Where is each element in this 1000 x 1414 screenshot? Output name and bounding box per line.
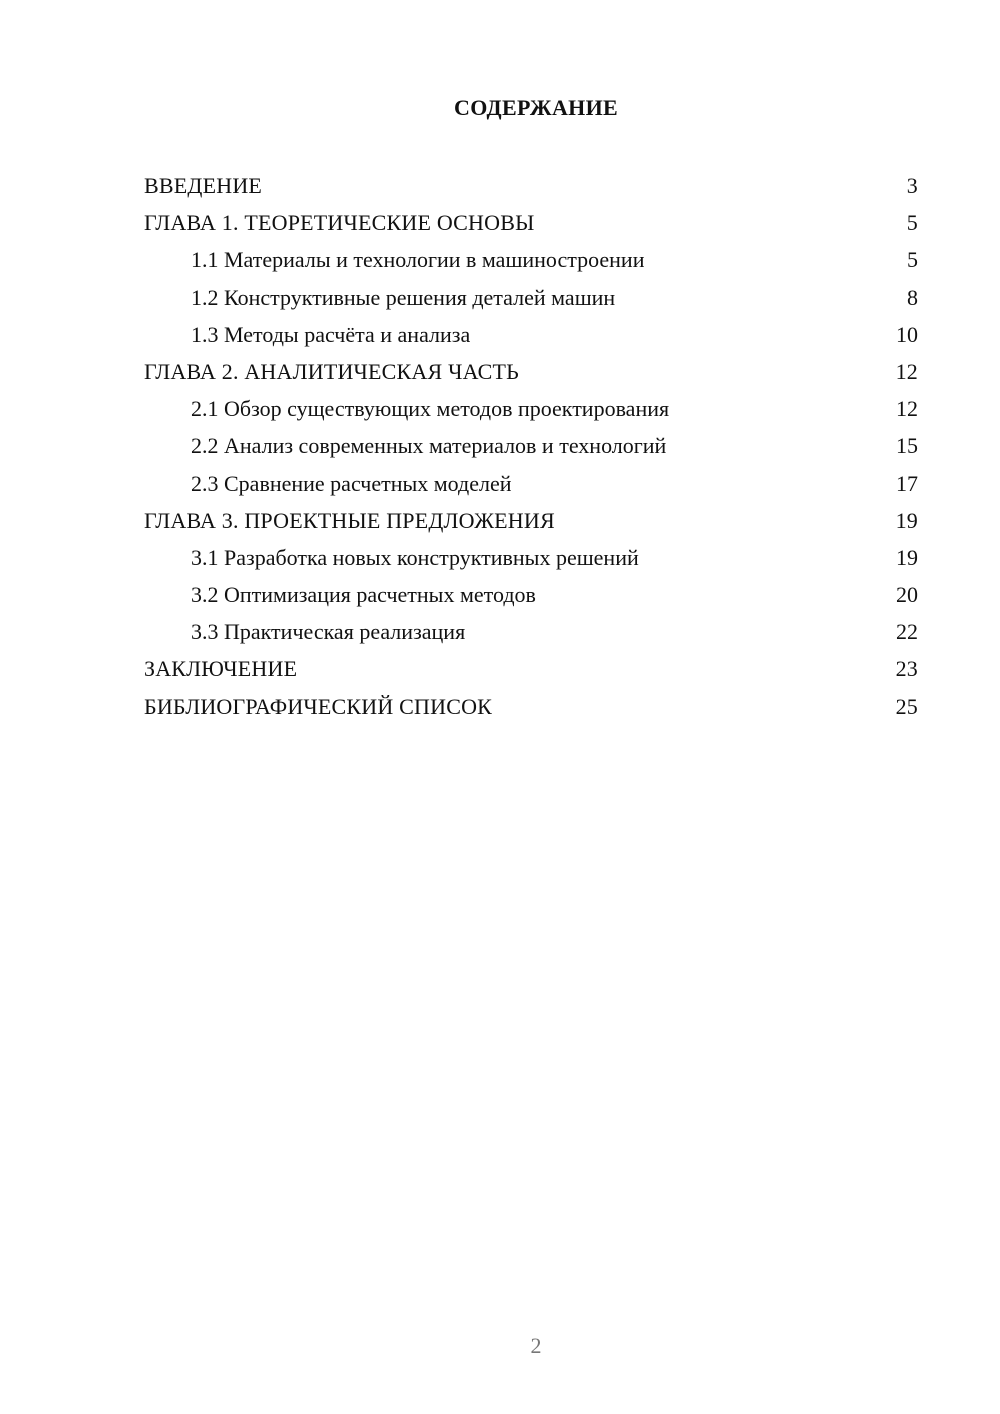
toc-entry-label: 1.2 Конструктивные решения деталей машин [191, 284, 616, 310]
toc-entry-introduction [144, 167, 918, 204]
toc-entry-section-2-3 [144, 465, 918, 502]
toc-entry-page: 3 [906, 173, 918, 198]
toc-entry-label: 2.1 Обзор существующих методов проектирования [191, 396, 670, 422]
toc-entry-section-1-1 [144, 241, 918, 278]
toc-entry-conclusion [144, 650, 918, 687]
toc-entry-page: 23 [895, 656, 918, 682]
toc-entry-chapter-3 [144, 502, 918, 539]
toc-entry-label: 3.2 Оптимизация расчетных методов [191, 582, 536, 608]
toc-entry-page: 20 [896, 582, 918, 608]
page-number: 2 [530, 1333, 542, 1358]
toc-entry-page: 12 [895, 358, 918, 384]
toc-entry-page: 22 [896, 619, 918, 645]
toc-entry-label: 3.1 Разработка новых конструктивных решений [191, 544, 639, 570]
toc-entry-label: ГЛАВА 3. ПРОЕКТНЫЕ ПРЕДЛОЖЕНИЯ [144, 507, 555, 533]
toc-entry-label: ГЛАВА 1. ТЕОРЕТИЧЕСКИЕ ОСНОВЫ [144, 210, 535, 236]
toc-entry-label: ЗАКЛЮЧЕНИЕ [144, 656, 298, 682]
toc-entry-section-3-3 [144, 613, 918, 650]
toc-entry-bibliography [144, 688, 918, 725]
toc-entry-page: 5 [906, 210, 918, 236]
table-of-contents [144, 167, 918, 725]
toc-entry-page: 10 [896, 321, 918, 347]
toc-entry-section-3-1 [144, 539, 918, 576]
toc-entry-page: 19 [896, 544, 918, 570]
toc-entry-section-1-2 [144, 279, 918, 316]
toc-entry-page: 15 [896, 433, 918, 459]
toc-entry-section-1-3 [144, 316, 918, 353]
page-title: СОДЕРЖАНИЕ [454, 95, 618, 120]
toc-entry-chapter-1 [144, 204, 918, 241]
toc-entry-page: 25 [895, 693, 918, 719]
toc-entry-label: ГЛАВА 2. АНАЛИТИЧЕСКАЯ ЧАСТЬ [144, 358, 519, 384]
toc-entry-label: 2.3 Сравнение расчетных моделей [191, 470, 512, 496]
toc-entry-section-2-2 [144, 427, 918, 464]
toc-entry-label: ВВЕДЕНИЕ [144, 173, 263, 198]
toc-entry-label: 2.2 Анализ современных материалов и технологий [191, 433, 667, 459]
toc-entry-chapter-2 [144, 353, 918, 390]
toc-entry-page: 12 [896, 396, 918, 422]
toc-entry-page: 19 [895, 507, 918, 533]
toc-entry-section-3-2 [144, 576, 918, 613]
toc-entry-page: 8 [907, 284, 918, 310]
toc-entry-label: 1.3 Методы расчёта и анализа [191, 321, 471, 347]
toc-entry-label: 1.1 Материалы и технологии в машиностроении [191, 247, 645, 273]
toc-entry-label: БИБЛИОГРАФИЧЕСКИЙ СПИСОК [144, 693, 493, 719]
toc-entry-section-2-1 [144, 390, 918, 427]
toc-entry-page: 5 [907, 247, 918, 273]
toc-entry-label: 3.3 Практическая реализация [191, 619, 466, 645]
toc-entry-page: 17 [896, 470, 918, 496]
